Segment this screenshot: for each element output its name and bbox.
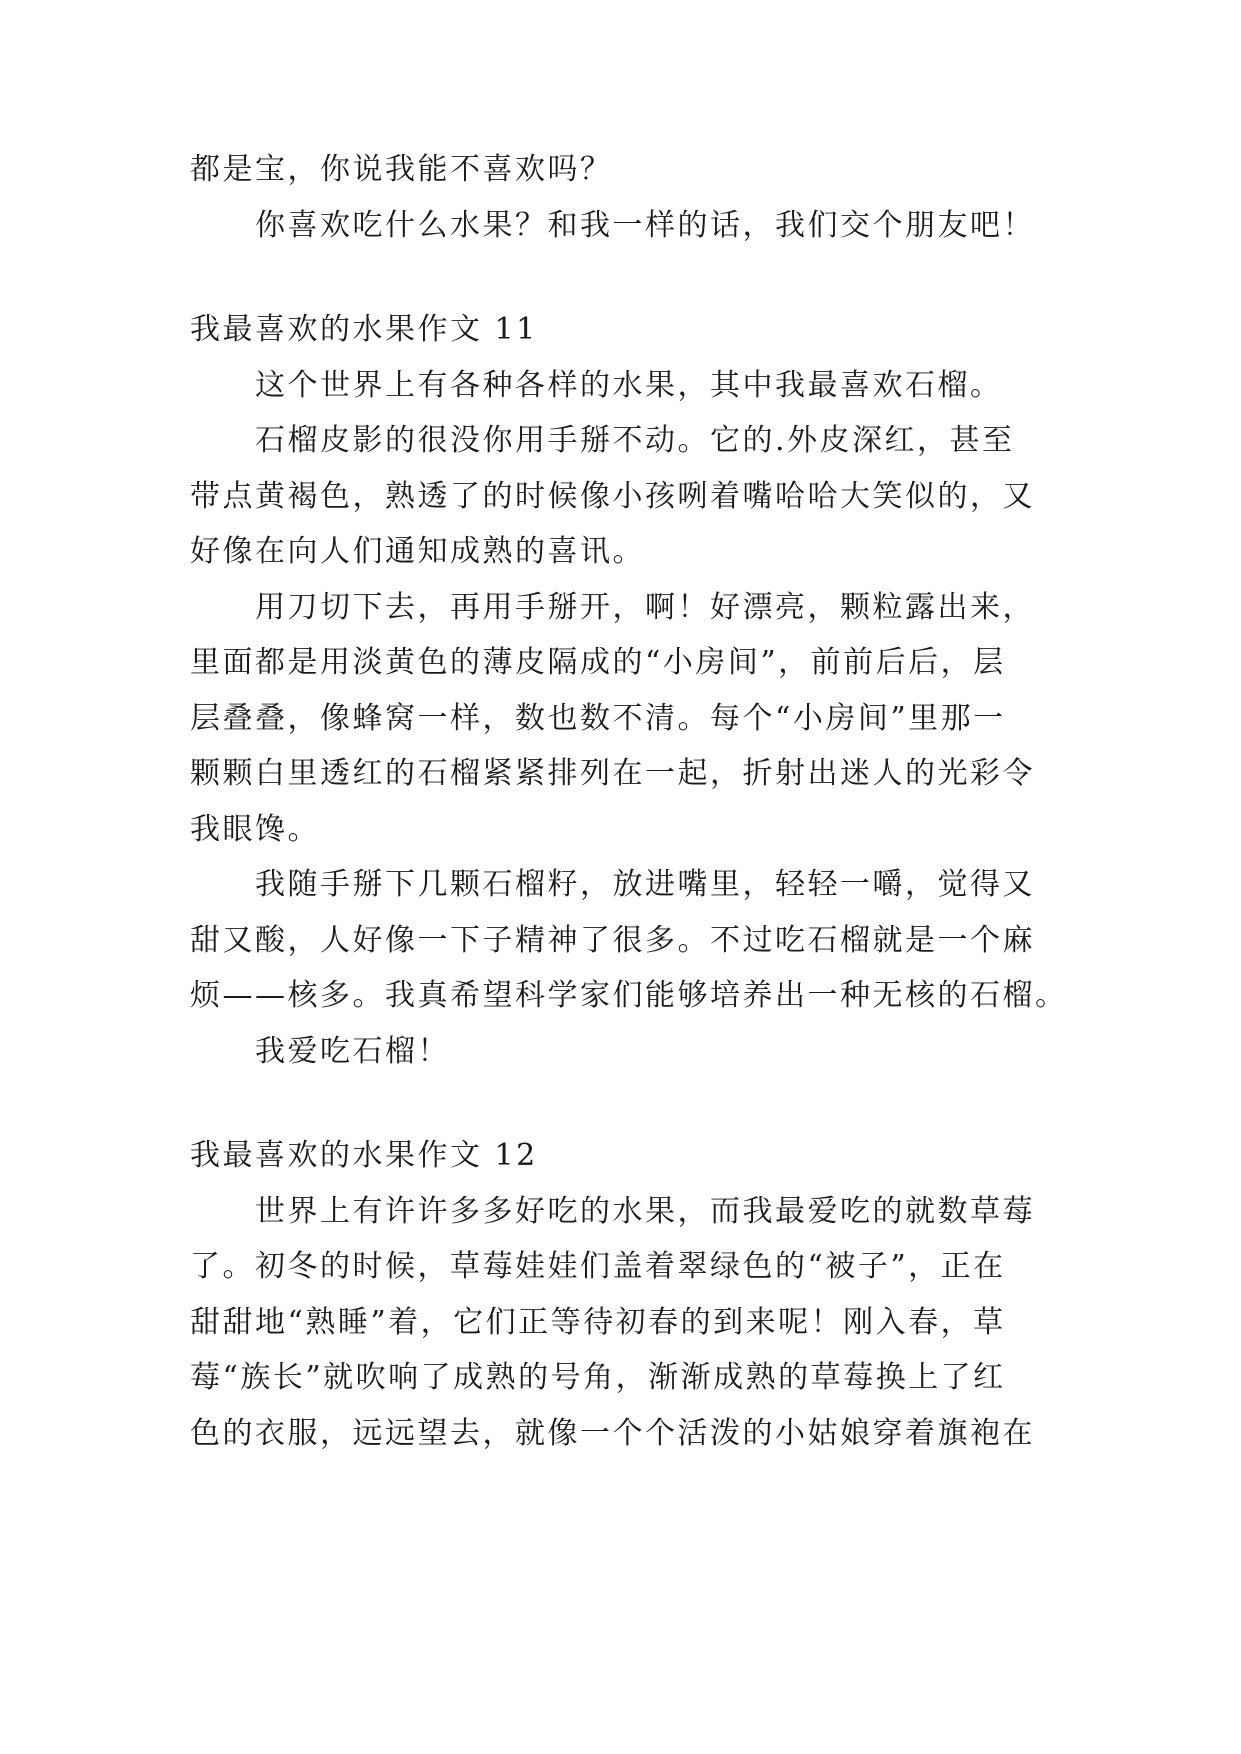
paragraph-line: 层叠叠，像蜂窝一样，数也数不清。每个“小房间”里那一 <box>190 701 1006 736</box>
paragraph-line: 甜甜地“熟睡”着，它们正等待初春的到来呢！刚入春，草 <box>190 1305 1006 1340</box>
paragraph-line: 都是宝，你说我能不喜欢吗？ <box>190 152 613 187</box>
paragraph-line: 你喜欢吃什么水果？和我一样的话，我们交个朋友吧！ <box>255 208 1035 243</box>
paragraph-line: 色的衣服，远远望去，就像一个个活泼的小姑娘穿着旗袍在 <box>190 1416 1035 1451</box>
section-title: 我最喜欢的水果作文 12 <box>190 1138 538 1173</box>
paragraph-line: 烦——核多。我真希望科学家们能够培养出一种无核的石榴。 <box>190 978 1068 1013</box>
paragraph-line: 莓“族长”就吹响了成熟的号角，渐渐成熟的草莓换上了红 <box>190 1360 1006 1395</box>
paragraph-line: 我随手掰下几颗石榴籽，放进嘴里，轻轻一嚼，觉得又 <box>255 867 1035 902</box>
paragraph-line: 这个世界上有各种各样的水果，其中我最喜欢石榴。 <box>255 368 1003 403</box>
paragraph-line: 用刀切下去，再用手掰开，啊！好漂亮，颗粒露出来， <box>255 590 1035 625</box>
paragraph-line: 甜又酸，人好像一下子精神了很多。不过吃石榴就是一个麻 <box>190 923 1035 958</box>
paragraph-line: 我爱吃石榴！ <box>255 1034 450 1069</box>
paragraph-line: 了。初冬的时候，草莓娃娃们盖着翠绿色的“被子”，正在 <box>190 1249 1006 1284</box>
paragraph-line: 世界上有许许多多好吃的水果，而我最爱吃的就数草莓 <box>255 1194 1035 1229</box>
paragraph-line: 石榴皮影的很没你用手掰不动。它的.外皮深红，甚至 <box>255 423 1015 458</box>
paragraph-line: 里面都是用淡黄色的薄皮隔成的“小房间”，前前后后，层 <box>190 645 1006 680</box>
paragraph-line: 颗颗白里透红的石榴紧紧排列在一起，折射出迷人的光彩令 <box>190 756 1035 791</box>
paragraph-line: 好像在向人们通知成熟的喜讯。 <box>190 534 645 569</box>
paragraph-line: 我眼馋。 <box>190 812 320 847</box>
section-title: 我最喜欢的水果作文 11 <box>190 312 538 347</box>
paragraph-line: 带点黄褐色，熟透了的时候像小孩咧着嘴哈哈大笑似的，又 <box>190 479 1035 514</box>
